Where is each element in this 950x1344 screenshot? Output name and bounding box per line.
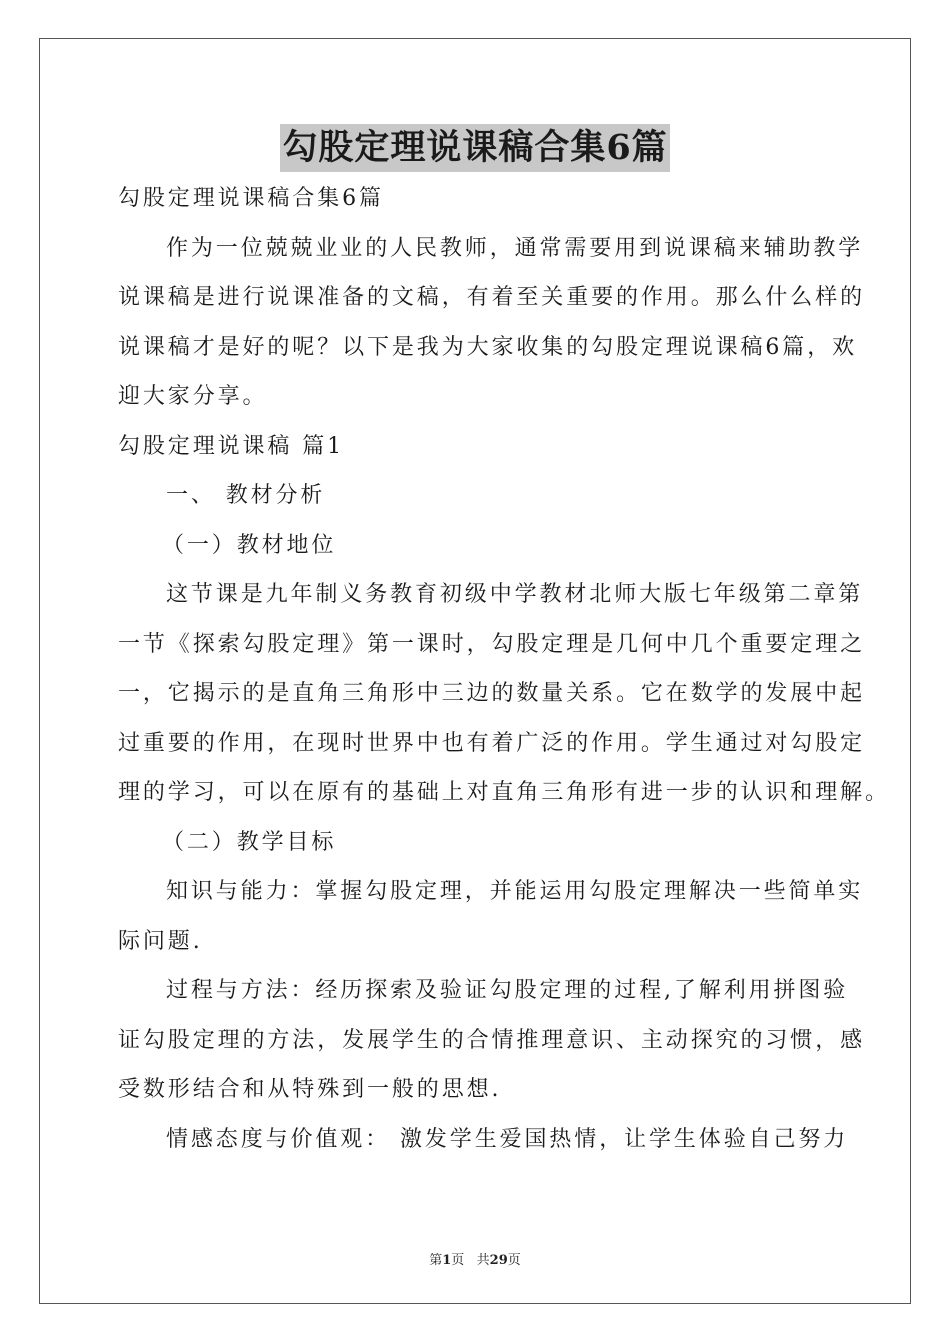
footer-page-current: 1 [442, 1253, 452, 1268]
text-line: 勾股定理说课稿 篇1 [118, 433, 344, 459]
text-line: 际问题. [118, 928, 203, 954]
text-line: 受数形结合和从特殊到一般的思想. [118, 1077, 502, 1102]
text-line: 迎大家分享。 [118, 384, 268, 409]
text-line: （一）教材地位 [162, 532, 337, 558]
text-line: 一节《探索勾股定理》第一课时，勾股定理是几何中几个重要定理之 [118, 631, 866, 657]
text-line: 这节课是九年制义务教育初级中学教材北师大版七年级第二章第 [166, 582, 864, 607]
text-line: 勾股定理说课稿合集6篇 [118, 186, 384, 211]
text-line: 过程与方法：经历探索及验证勾股定理的过程,了解利用拼图验 [166, 978, 849, 1003]
document-title: 勾股定理说课稿合集6篇 [280, 124, 669, 172]
text-line: 一、 教材分析 [166, 483, 326, 508]
text-line: 作为一位兢兢业业的人民教师，通常需要用到说课稿来辅助教学 [166, 235, 864, 261]
text-line: 理的学习，可以在原有的基础上对直角三角形有进一步的认识和理解。 [118, 780, 890, 805]
text-line: 说课稿才是好的呢？以下是我为大家收集的勾股定理说课稿6篇，欢 [118, 334, 857, 360]
document-body [118, 174, 890, 1164]
text-line: 说课稿是进行说课准备的文稿，有着至关重要的作用。那么什么样的 [118, 285, 866, 310]
footer-page-suffix: 页 [507, 1253, 521, 1268]
text-line: 情感态度与价值观： 激发学生爱国热情，让学生体验自己努力 [166, 1126, 849, 1152]
text-line: 知识与能力：掌握勾股定理，并能运用勾股定理解决一些简单实 [166, 879, 864, 904]
text-line: 过重要的作用，在现时世界中也有着广泛的作用。学生通过对勾股定 [118, 730, 866, 756]
footer-page-total: 29 [489, 1253, 508, 1268]
text-line: 一，它揭示的是直角三角形中三边的数量关系。它在数学的发展中起 [118, 681, 866, 706]
footer-page-mid: 页 共 [451, 1253, 490, 1268]
text-line: 证勾股定理的方法，发展学生的合情推理意识、主动探究的习惯，感 [118, 1027, 866, 1053]
document-title-wrapper [0, 124, 950, 172]
page-footer [0, 1249, 950, 1268]
footer-page-prefix: 第 [429, 1253, 443, 1268]
text-line: （二）教学目标 [162, 829, 337, 855]
